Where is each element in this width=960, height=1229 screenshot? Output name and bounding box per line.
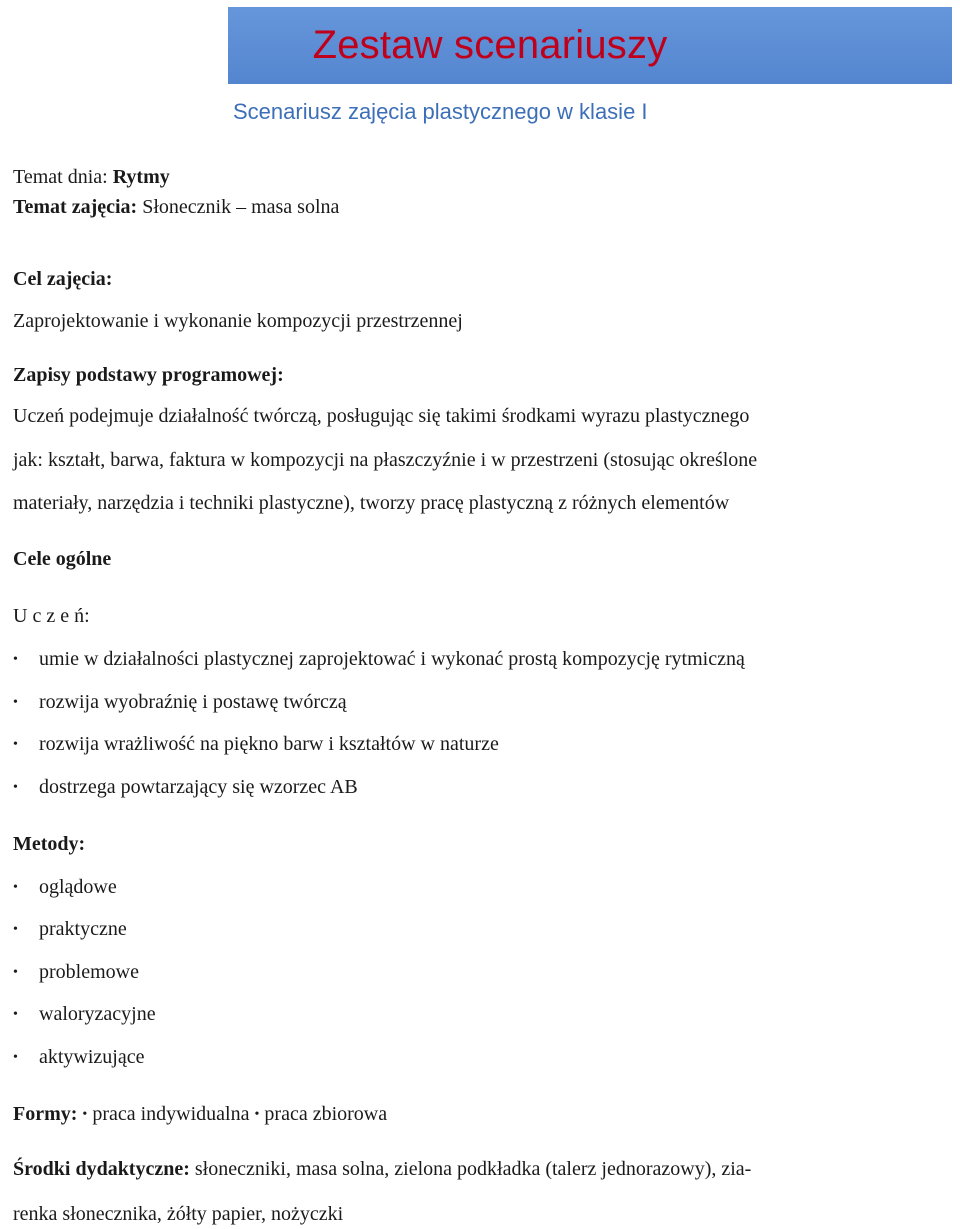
forms-line — [13, 1103, 387, 1126]
goal-text: Zaprojektowanie i wykonanie kompozycji przestrzennej — [13, 310, 463, 332]
method-list-item-text: aktywizujące — [39, 1046, 145, 1068]
goal-list-item — [13, 648, 745, 671]
curriculum-line: materiały, narzędzia i techniki plastyczne), tworzy pracę plastyczną z różnych elementów — [13, 492, 730, 514]
bullet-icon: • — [13, 780, 18, 795]
goal-list-item-text: dostrzega powtarzający się wzorzec AB — [39, 776, 358, 798]
method-list-item-text: oglądowe — [39, 876, 117, 898]
method-list-item — [13, 1046, 145, 1069]
student-label: U c z e ń: — [13, 605, 90, 627]
goal-list-item-text: rozwija wyobraźnię i postawę twórczą — [39, 691, 347, 713]
header-bar — [228, 7, 952, 84]
method-list-item — [13, 876, 117, 899]
goal-list-item — [13, 733, 499, 756]
curriculum-heading: Zapisy podstawy programowej: — [13, 364, 284, 386]
day-topic — [13, 166, 170, 189]
bullet-icon: • — [82, 1107, 88, 1122]
lesson-topic — [13, 196, 339, 219]
bullet-icon: • — [13, 965, 18, 980]
methods-heading: Metody: — [13, 833, 86, 855]
bullet-icon: • — [13, 880, 18, 895]
bullet-icon: • — [254, 1107, 260, 1122]
goal-list-item — [13, 691, 347, 714]
day-topic-label: Temat dnia: — [13, 166, 113, 188]
day-topic-value: Rytmy — [112, 166, 170, 188]
forms-item: praca zbiorowa — [264, 1103, 388, 1125]
goal-list-item — [13, 776, 358, 799]
goal-list-item-text: rozwija wrażliwość na piękno barw i kształtów w naturze — [39, 733, 499, 755]
bullet-icon: • — [13, 652, 18, 667]
means-text: słoneczniki, masa solna, zielona podkładka (talerz jednorazowy), zia- — [189, 1158, 752, 1180]
lesson-topic-label: Temat zajęcia: — [13, 196, 138, 218]
goal-heading: Cel zajęcia: — [13, 268, 113, 290]
document-title — [228, 7, 952, 84]
method-list-item — [13, 1003, 156, 1026]
method-list-item-text: problemowe — [39, 961, 139, 983]
means-label: Środki dydaktyczne: — [13, 1158, 190, 1180]
bullet-icon: • — [13, 695, 18, 710]
method-list-item-text: waloryzacyjne — [39, 1003, 156, 1025]
document-subtitle: Scenariusz zajęcia plastycznego w klasie I — [233, 99, 648, 124]
means-line — [13, 1158, 751, 1181]
method-list-item — [13, 961, 139, 984]
method-list-item — [13, 918, 127, 941]
bullet-icon: • — [13, 737, 18, 752]
forms-item: praca indywidualna — [92, 1103, 250, 1125]
general-goals-heading: Cele ogólne — [13, 548, 112, 570]
curriculum-line: Uczeń podejmuje działalność twórczą, posługując się takimi środkami wyrazu plastycznego — [13, 405, 750, 427]
means-line-continued: renka słonecznika, żółty papier, nożyczki — [13, 1203, 344, 1225]
lesson-topic-value: Słonecznik – masa solna — [137, 196, 340, 218]
curriculum-line: jak: kształt, barwa, faktura w kompozycji na płaszczyźnie i w przestrzeni (stosując określone — [13, 449, 758, 471]
document-title-text: Zestaw scenariuszy — [312, 23, 668, 67]
method-list-item-text: praktyczne — [39, 918, 127, 940]
bullet-icon: • — [13, 1007, 18, 1022]
bullet-icon: • — [13, 922, 18, 937]
bullet-icon: • — [13, 1050, 18, 1065]
goal-list-item-text: umie w działalności plastycznej zaprojektować i wykonać prostą kompozycję rytmiczną — [39, 648, 745, 670]
forms-label: Formy: — [13, 1103, 78, 1125]
